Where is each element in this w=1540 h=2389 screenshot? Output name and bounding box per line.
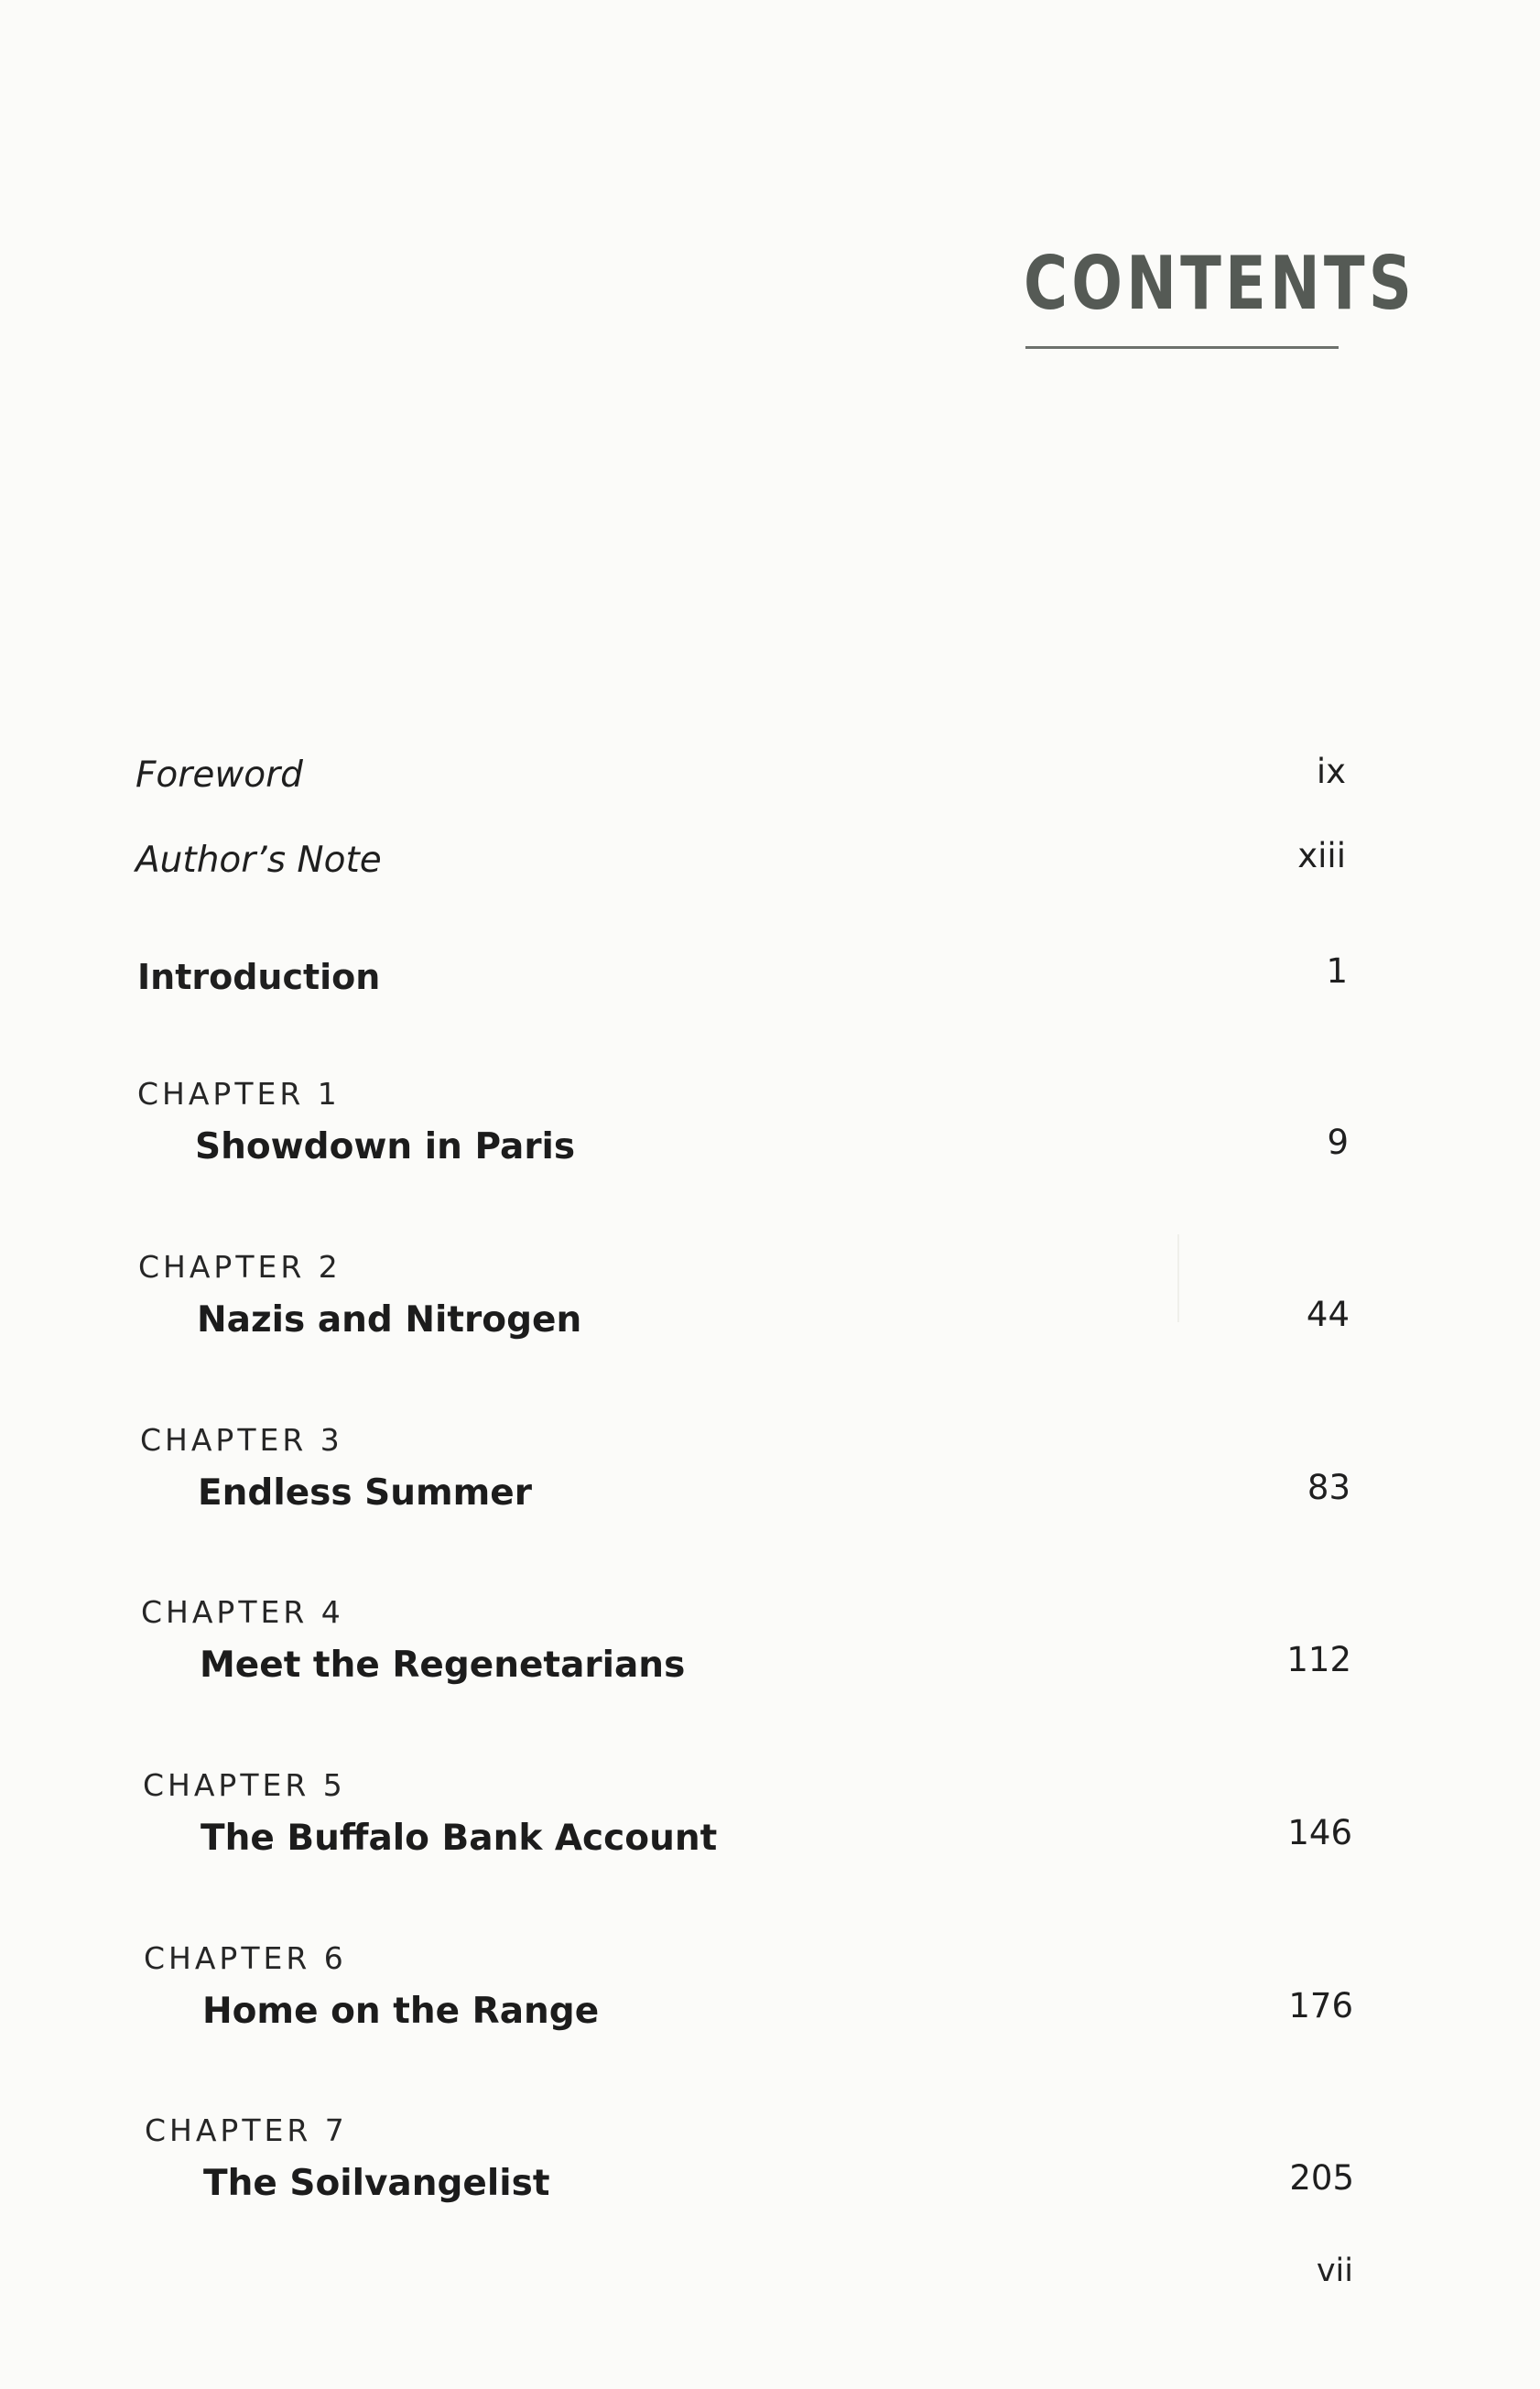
chapter-page: 146 [1287,1813,1352,1852]
scan-artifact-line [1177,1234,1179,1322]
chapter-label: CHAPTER 1 [137,1076,341,1112]
chapter-label: CHAPTER 4 [141,1594,344,1630]
chapter-label: CHAPTER 6 [144,1940,347,1976]
chapter-title: Meet the Regenetarians [200,1645,686,1686]
chapter-title: Home on the Range [202,1991,600,2032]
chapter-label: CHAPTER 3 [140,1422,343,1458]
chapter-page: 205 [1289,2158,1354,2198]
chapter-page: 9 [1327,1123,1349,1162]
chapter-label: CHAPTER 7 [145,2112,348,2148]
chapter-label: CHAPTER 5 [143,1767,346,1803]
chapter-page: 83 [1307,1468,1350,1507]
toc-entry-title: Author’s Note [136,840,382,881]
chapter-title: The Soilvangelist [203,2163,550,2204]
toc-entry-title: Introduction [137,957,381,997]
title-underline [1025,346,1339,349]
toc-entry-page: xiii [1297,836,1346,875]
chapter-title: The Buffalo Bank Account [201,1818,718,1859]
chapter-label: CHAPTER 2 [138,1249,342,1285]
chapter-page: 176 [1288,1986,1353,2025]
toc-entry-page: ix [1316,752,1346,791]
page-folio: vii [1316,2253,1353,2289]
chapter-title: Endless Summer [198,1472,532,1514]
toc-entry-page: 1 [1326,951,1348,991]
chapter-page: 44 [1306,1295,1350,1334]
chapter-title: Showdown in Paris [195,1126,576,1167]
page-title: CONTENTS [1024,241,1416,326]
toc-entry-title: Foreword [136,755,303,796]
chapter-title: Nazis and Nitrogen [197,1299,582,1341]
chapter-page: 112 [1286,1640,1351,1679]
